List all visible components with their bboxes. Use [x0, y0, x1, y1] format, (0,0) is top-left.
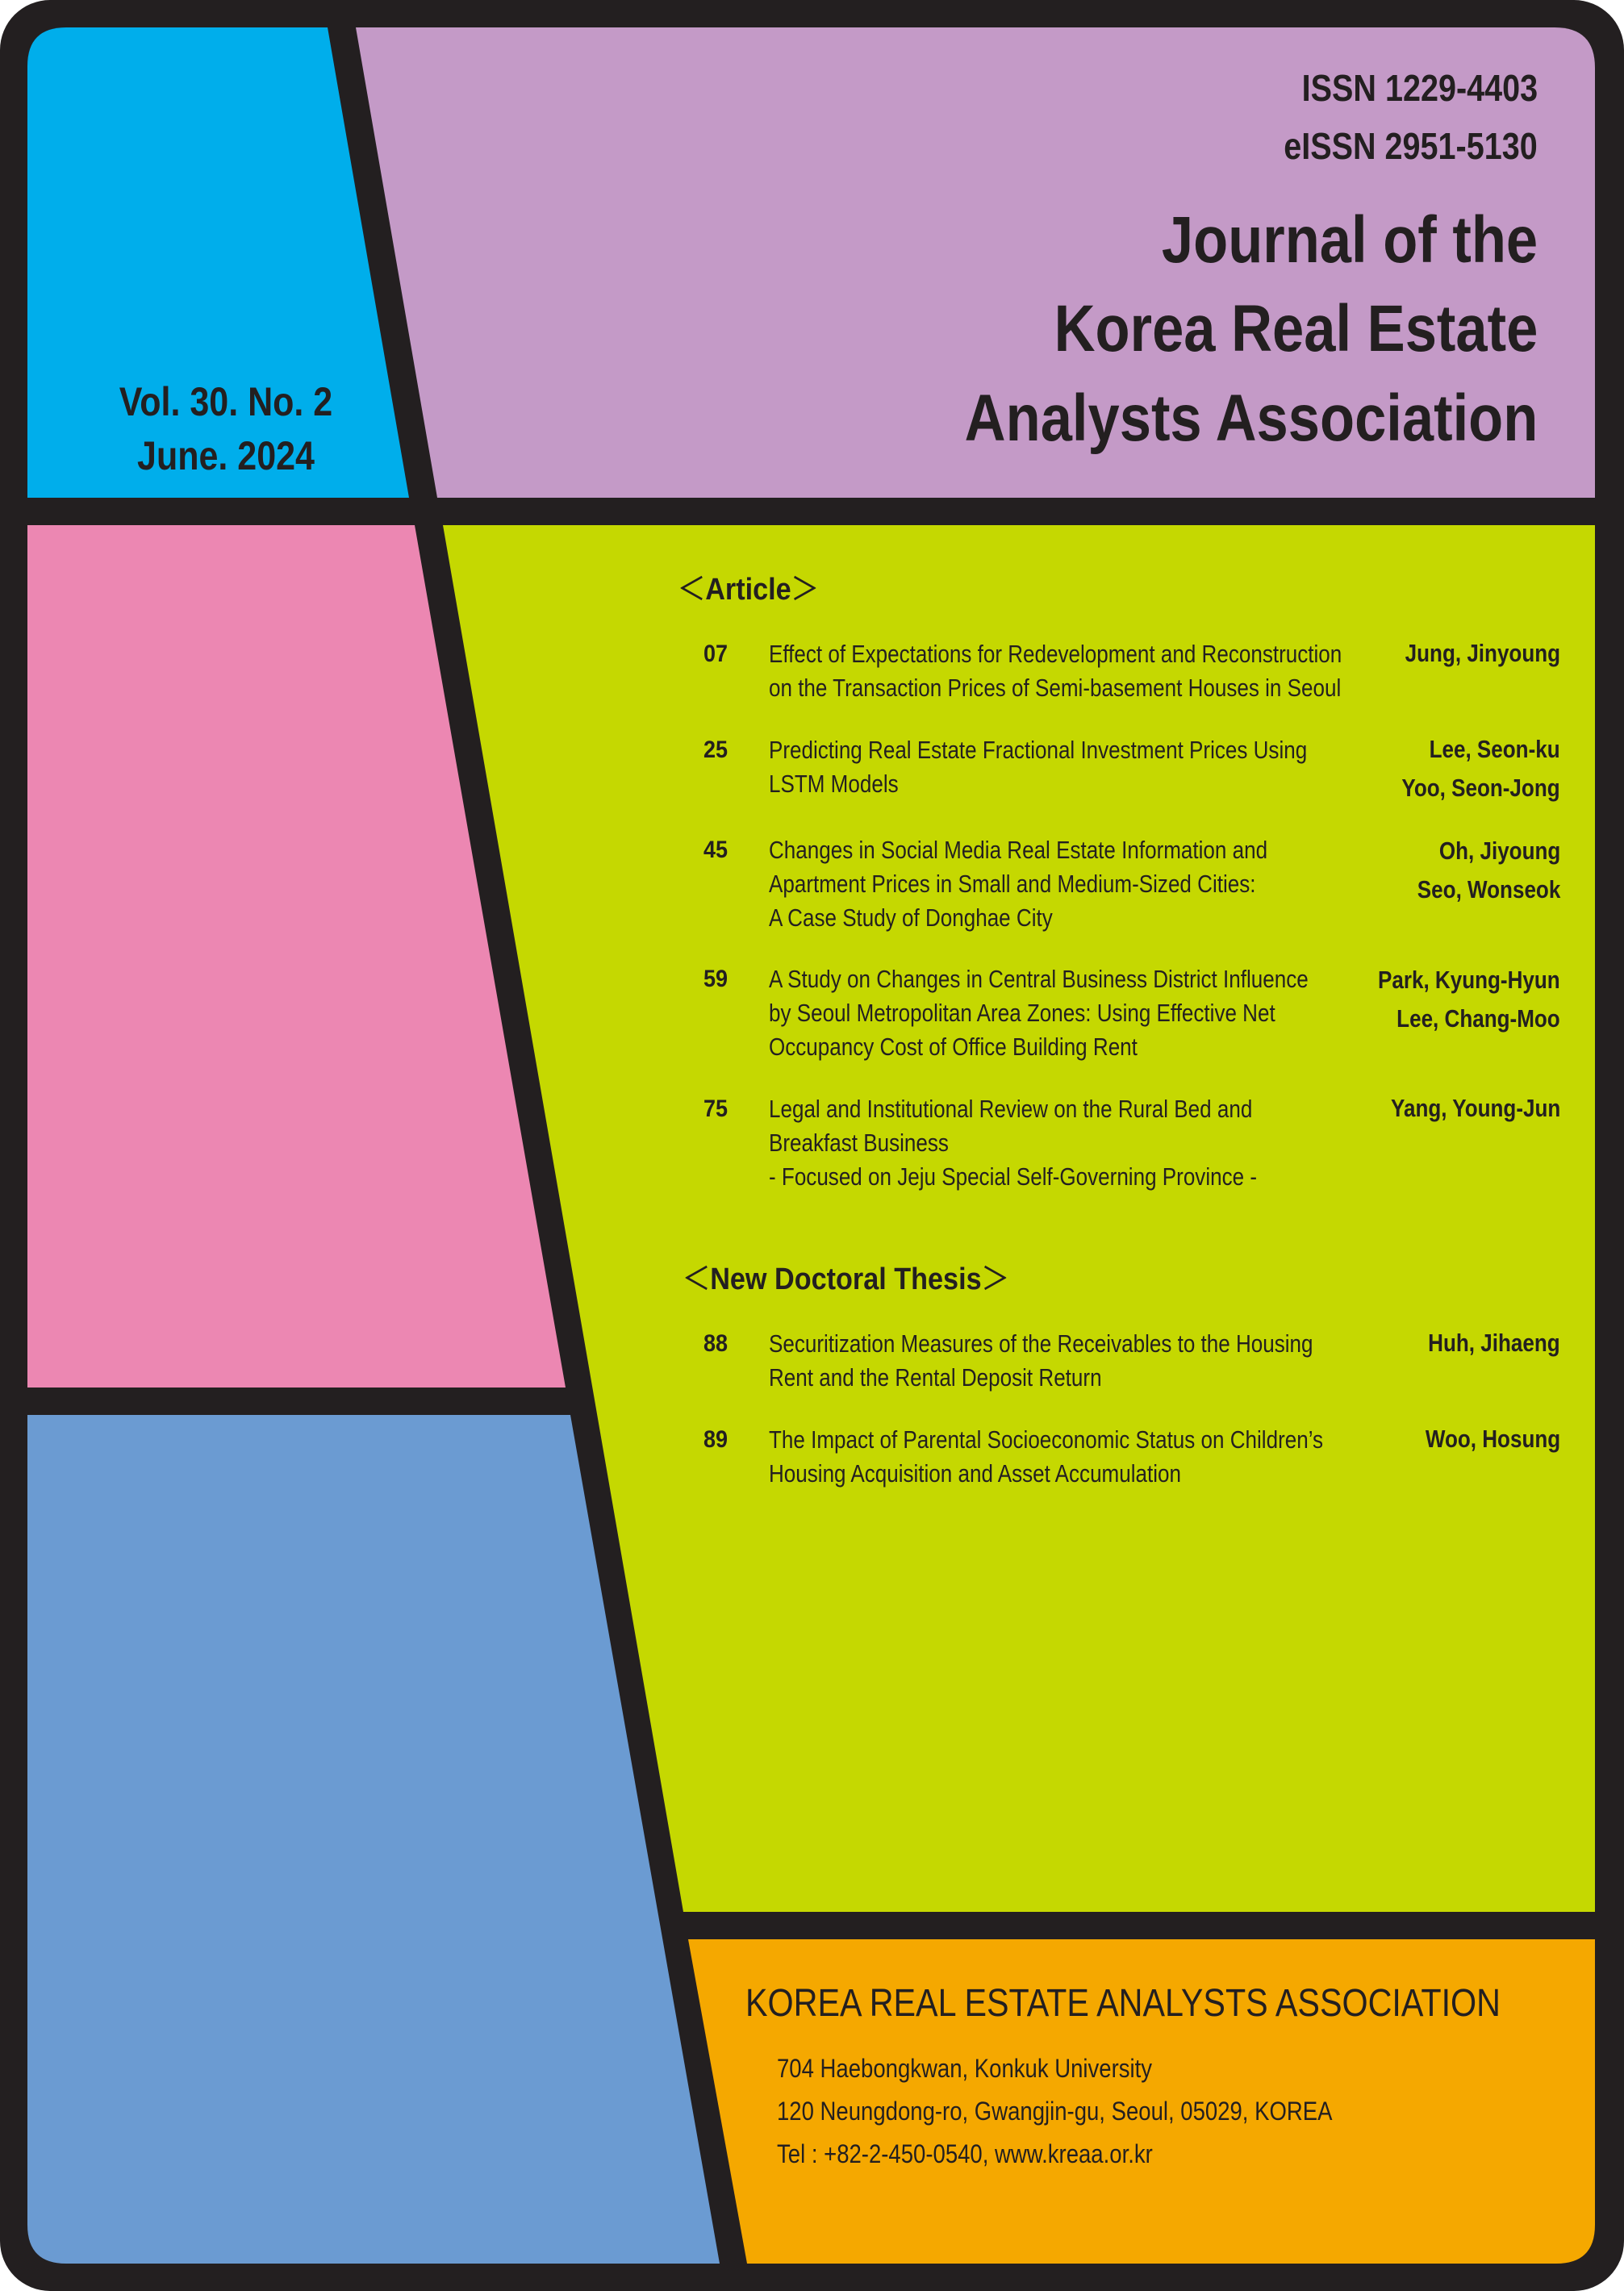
journal-title-line-1: Journal of the: [1161, 203, 1538, 277]
issue-date: June. 2024: [137, 433, 315, 478]
title-line: on the Transaction Prices of Semi-basement Houses in Seoul: [769, 674, 1342, 702]
title-line: A Case Study of Donghae City: [769, 903, 1053, 932]
page-number: 25: [703, 737, 729, 763]
author: Woo, Hosung: [1425, 1425, 1560, 1453]
journal-title-line-2: Korea Real Estate: [1054, 292, 1538, 365]
article-authors: [1391, 1089, 1560, 1128]
page-number: 88: [703, 1330, 729, 1357]
title-line: Breakfast Business: [769, 1129, 949, 1157]
title-line: - Focused on Jeju Special Self-Governing Province -: [769, 1162, 1258, 1191]
author: Yang, Young-Jun: [1390, 1094, 1560, 1122]
article-title: [769, 637, 1342, 705]
title-line: Occupancy Cost of Office Building Rent: [769, 1033, 1138, 1061]
title-line: Apartment Prices in Small and Medium-Sized Cities:: [769, 870, 1256, 898]
journal-title-line-3: Analysts Association: [964, 382, 1538, 455]
publisher-address-line-1: 704 Haebongkwan, Konkuk University: [777, 2054, 1153, 2083]
author: Park, Kyung-Hyun: [1378, 966, 1560, 994]
article-title: [769, 833, 1267, 935]
article-title: [769, 962, 1309, 1064]
title-line: The Impact of Parental Socioeconomic Status on Children’s: [769, 1425, 1324, 1454]
title-line: Securitization Measures of the Receivables to the Housing: [769, 1329, 1313, 1358]
title-line: Housing Acquisition and Asset Accumulation: [769, 1459, 1181, 1488]
article-title: [769, 733, 1307, 801]
publisher-contact: Tel : +82-2-450-0540, www.kreaa.or.kr: [777, 2139, 1153, 2168]
page-number: 45: [703, 837, 729, 863]
author: Seo, Wonseok: [1417, 875, 1560, 903]
article-authors: [1402, 730, 1560, 807]
issn: ISSN 1229-4403: [1301, 67, 1538, 109]
volume-number: Vol. 30. No. 2: [119, 379, 333, 424]
page-number: 59: [703, 966, 729, 992]
eissn: eISSN 2951-5130: [1284, 125, 1538, 167]
title-line: Changes in Social Media Real Estate Information and: [769, 836, 1268, 864]
thesis-author: [1426, 1420, 1560, 1458]
title-line: Rent and the Rental Deposit Return: [769, 1363, 1102, 1392]
article-authors: [1417, 832, 1560, 909]
title-line: A Study on Changes in Central Business District Influence: [769, 965, 1309, 993]
title-line: LSTM Models: [769, 770, 899, 798]
article-authors: [1405, 634, 1560, 673]
author: Lee, Seon-ku: [1429, 735, 1560, 763]
page-number: 07: [703, 641, 729, 667]
author: Huh, Jihaeng: [1428, 1329, 1560, 1357]
thesis-author: [1429, 1324, 1560, 1362]
author: Oh, Jiyoung: [1438, 837, 1560, 865]
thesis-title: [769, 1327, 1313, 1395]
author: Jung, Jinyoung: [1405, 639, 1560, 667]
publisher-name: KOREA REAL ESTATE ANALYSTS ASSOCIATION: [745, 1982, 1501, 2025]
article-title: [769, 1092, 1257, 1194]
author: Lee, Chang-Moo: [1396, 1004, 1560, 1033]
title-line: Effect of Expectations for Redevelopment and Reconstruction: [769, 640, 1342, 668]
publisher-address-line-2: 120 Neungdong-ro, Gwangjin-gu, Seoul, 05029, KOREA: [777, 2097, 1333, 2126]
title-line: Legal and Institutional Review on the Rural Bed and: [769, 1095, 1253, 1123]
title-line: by Seoul Metropolitan Area Zones: Using Effective Net: [769, 999, 1275, 1027]
author: Yoo, Seon-Jong: [1401, 774, 1560, 802]
thesis-title: [769, 1423, 1323, 1491]
title-line: Predicting Real Estate Fractional Investment Prices Using: [769, 736, 1308, 764]
article-section-heading: ＜Article＞: [678, 573, 819, 607]
page-number: 75: [703, 1095, 729, 1122]
thesis-section-heading: ＜New Doctoral Thesis＞: [683, 1262, 1009, 1296]
page-number: 89: [703, 1426, 729, 1453]
article-authors: [1378, 961, 1560, 1038]
